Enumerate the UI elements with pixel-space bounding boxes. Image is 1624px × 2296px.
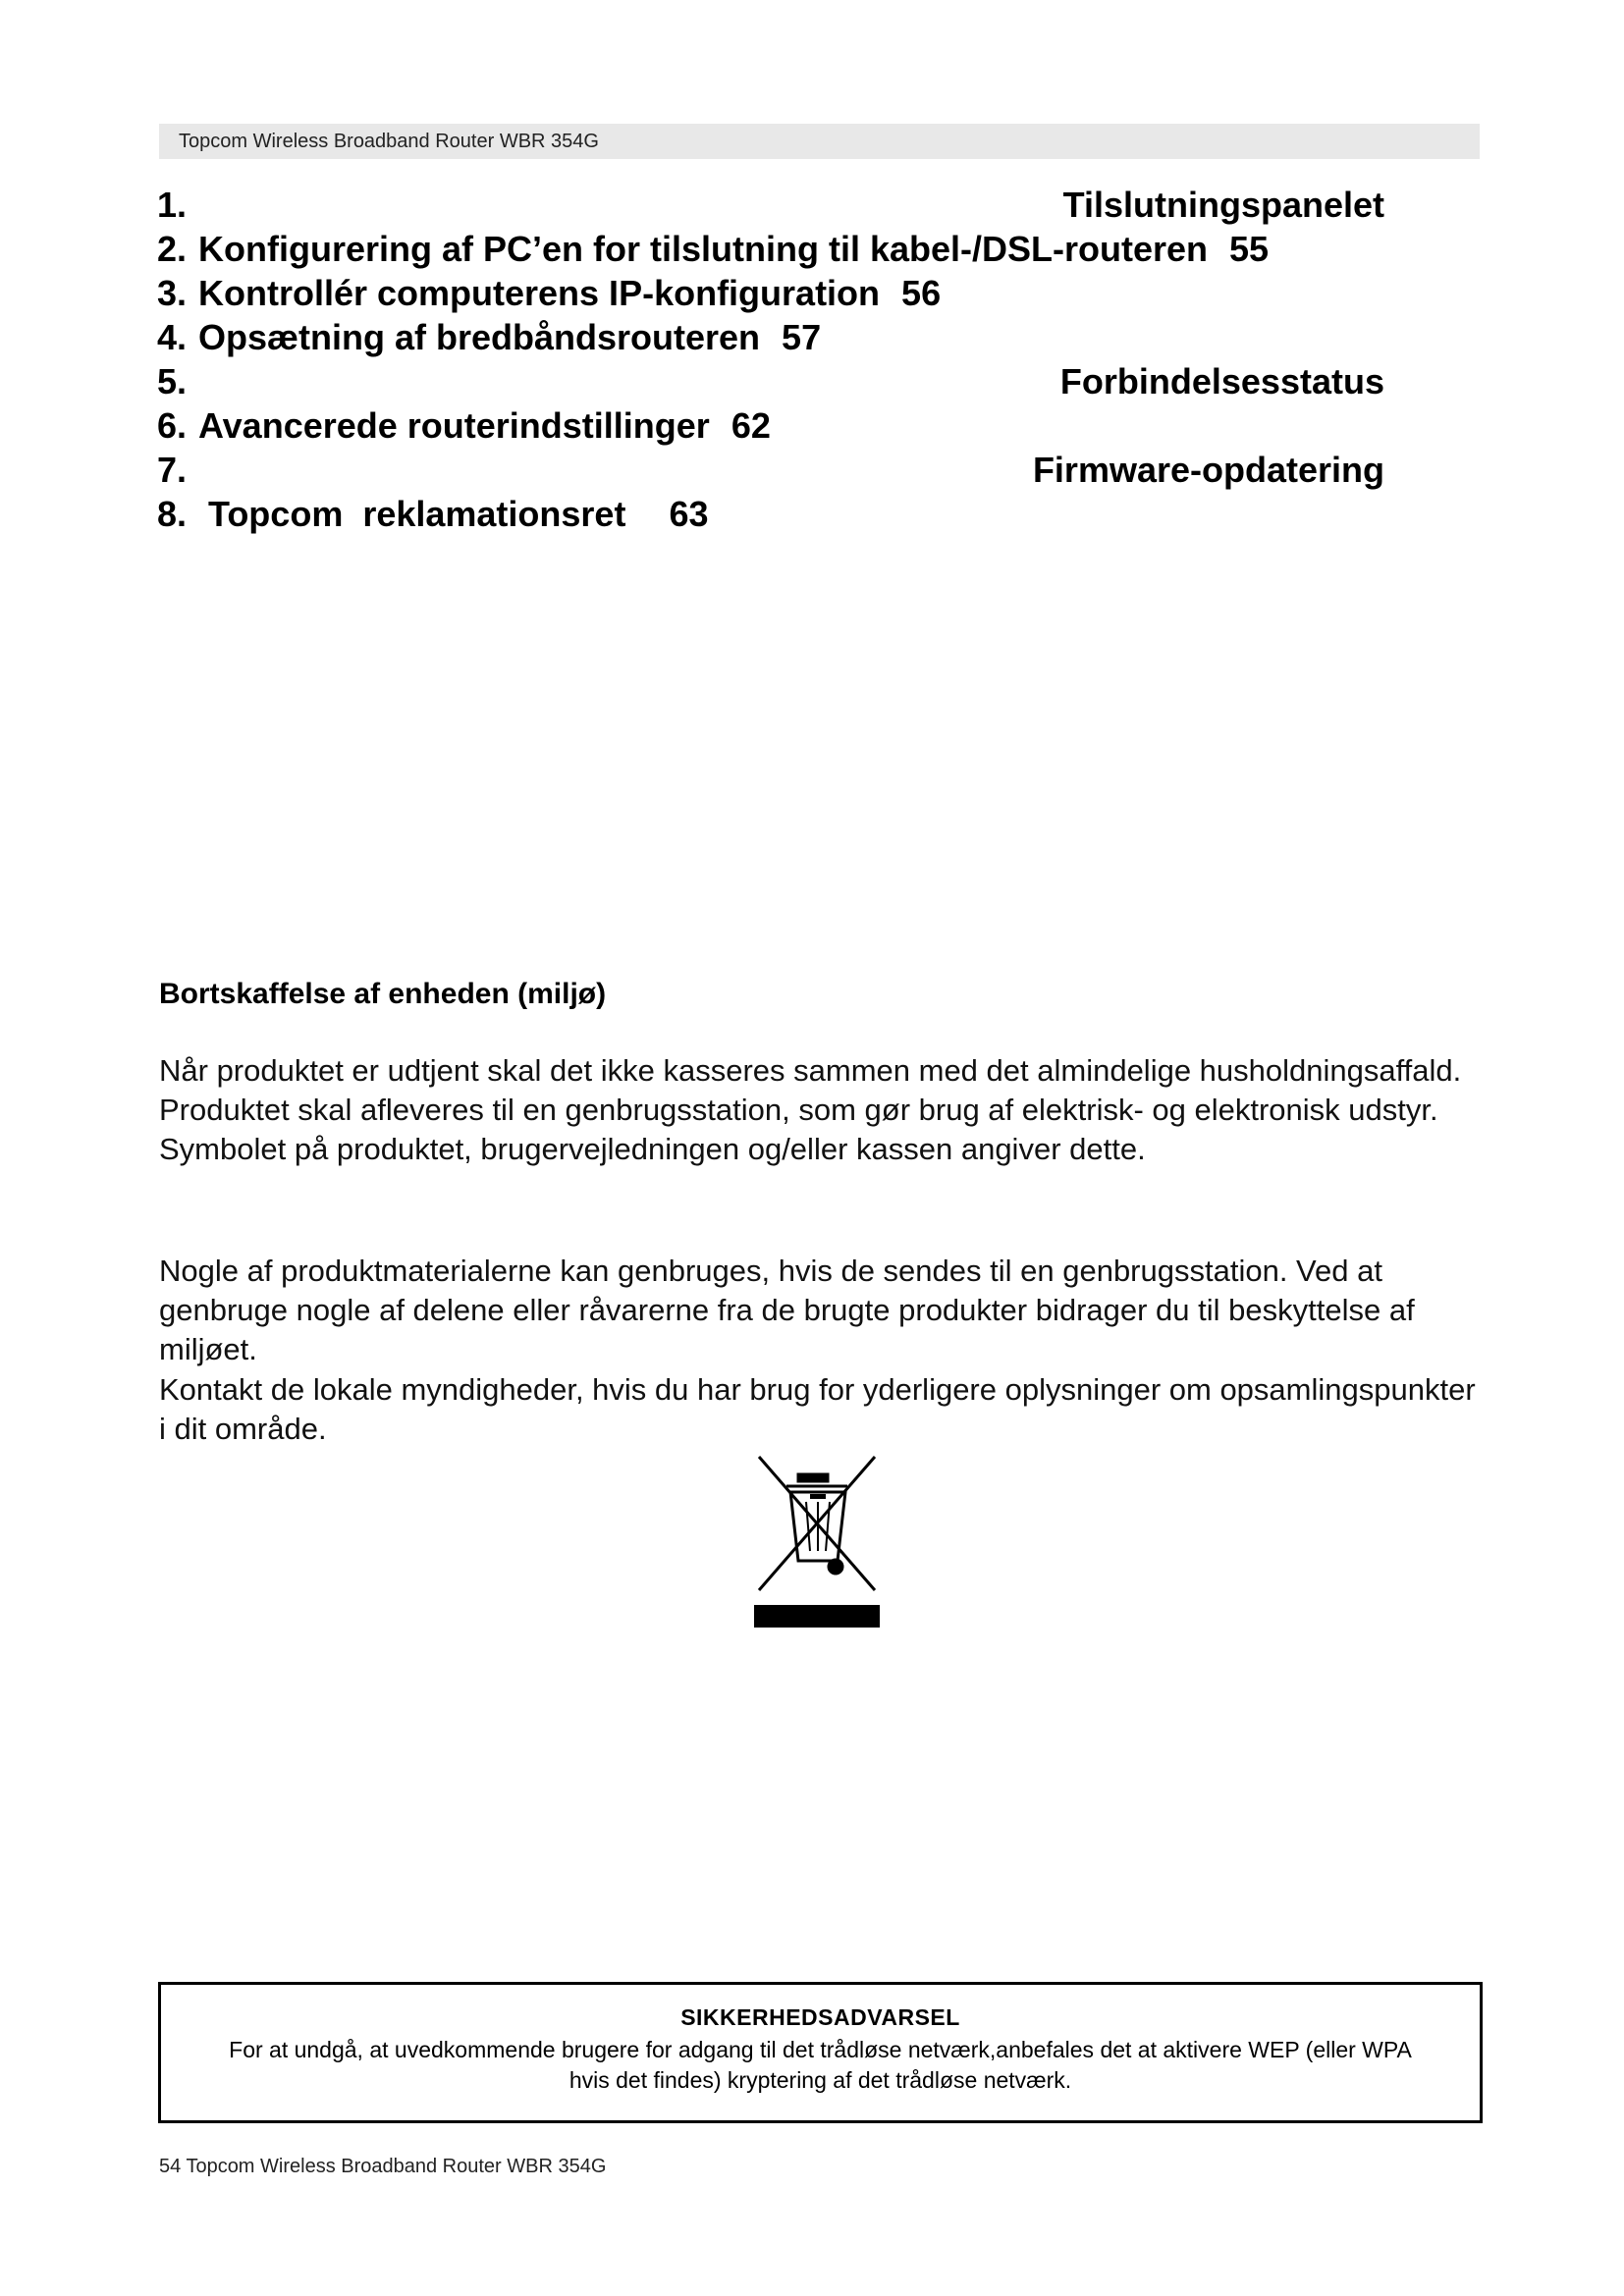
header-title: Topcom Wireless Broadband Router WBR 354G: [179, 131, 599, 152]
disposal-heading: Bortskaffelse af enheden (miljø): [159, 978, 607, 1010]
disposal-paragraph-2: Nogle af produktmaterialerne kan genbruges, hvis de sendes til en genbrugsstation. Ved at genbruge nogle af delene eller råvarerne fra de brugte produkter bidrager du til beskyttelse af miljøet.: [159, 1254, 1415, 1366]
toc-item-page: 56: [901, 273, 942, 313]
toc-item-number: 2.: [157, 229, 188, 269]
toc-item: [157, 183, 1384, 227]
toc-item-title: Topcom reklamationsret 63: [198, 494, 709, 534]
page-footer: 54 Topcom Wireless Broadband Router WBR 354G: [159, 2156, 607, 2177]
toc-item-title: Opsætning af bredbåndsrouteren 57: [198, 317, 822, 357]
crossed-out-wheelie-bin-icon: [749, 1453, 885, 1629]
toc-item-title: Kontrollér computerens IP-konfiguration 56: [198, 273, 942, 313]
toc-item-number: 8.: [157, 494, 188, 534]
toc-item-title: Forbindelsesstatus: [1059, 361, 1384, 401]
disposal-paragraph-1: Når produktet er udtjent skal det ikke kasseres sammen med det almindelige husholdningsaffald. Produktet skal afleveres til en genbrugsstation, som gør brug af elektrisk- og elektronisk udstyr. Symbolet på produktet, brugervejledningen og/eller kassen angiver dette.: [159, 1053, 1462, 1166]
table-of-contents: [157, 183, 1384, 536]
toc-item-number: 4.: [157, 317, 188, 357]
toc-item-page: 57: [782, 317, 822, 357]
toc-item-title: Avancerede routerindstillinger 62: [198, 405, 771, 446]
warning-text: For at undgå, at uvedkommende brugere for adgang til det trådløse netværk,anbefales det at aktivere WEP (eller WPA hvis det findes) kryptering af det trådløse netværk.: [229, 2037, 1412, 2093]
toc-item: [157, 359, 1384, 403]
warning-title: SIKKERHEDSADVARSEL: [680, 2004, 960, 2030]
toc-item-title: Konfigurering af PC’en for tilslutning til kabel-/DSL-routeren 55: [198, 229, 1270, 269]
toc-item: [157, 315, 1384, 359]
toc-item-title: Tilslutningspanelet: [1062, 185, 1384, 225]
safety-warning-box: [158, 1982, 1483, 2123]
toc-item-title: Firmware-opdatering: [1032, 450, 1384, 490]
toc-item-number: 1.: [157, 185, 188, 225]
toc-item-page: 55: [1229, 229, 1270, 269]
toc-item-number: 3.: [157, 273, 188, 313]
disposal-paragraph-3: Kontakt de lokale myndigheder, hvis du har brug for yderligere oplysninger om opsamlingspunkter i dit område.: [159, 1372, 1476, 1446]
toc-item: [157, 448, 1384, 492]
toc-item-page: 62: [731, 405, 771, 446]
toc-item-number: 5.: [157, 361, 188, 401]
toc-item-page: 63: [659, 494, 709, 534]
page-header: [159, 124, 1480, 159]
toc-item-number: 7.: [157, 450, 188, 490]
toc-item-number: 6.: [157, 405, 188, 446]
toc-item: [157, 403, 1384, 448]
toc-item: [157, 271, 1384, 315]
toc-item: [157, 227, 1384, 271]
toc-item: [157, 492, 1384, 536]
